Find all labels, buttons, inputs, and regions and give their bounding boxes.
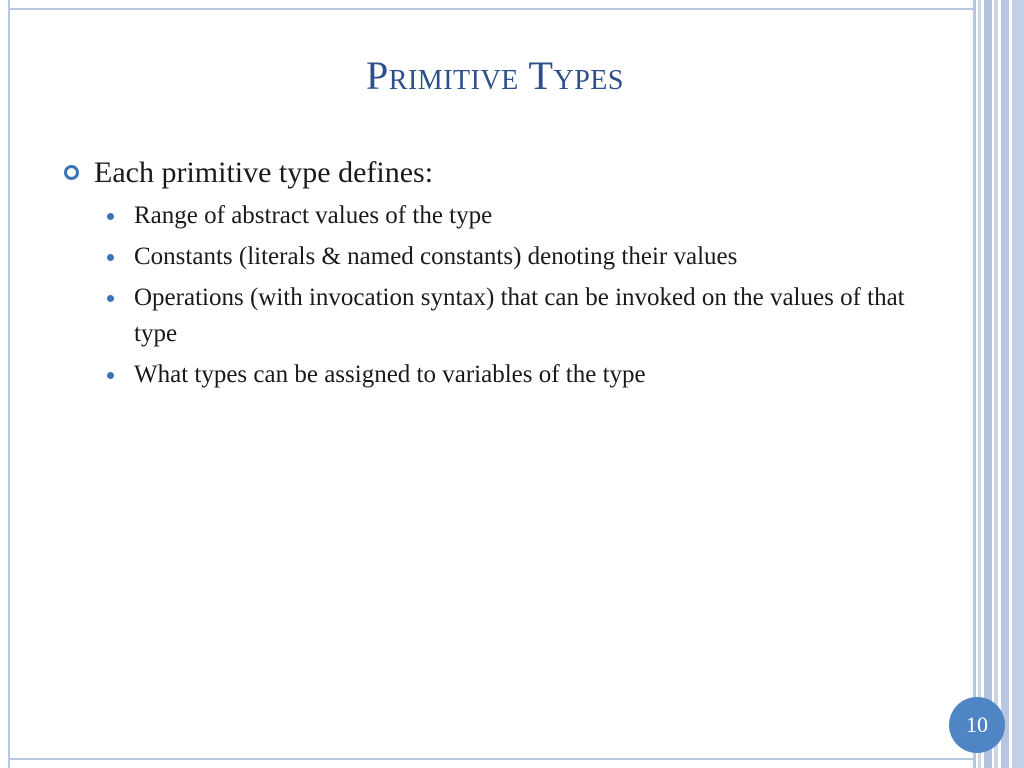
slide-title: Primitive Types — [366, 53, 624, 98]
sub-bullet — [102, 280, 942, 352]
sub-bullet-text: Operations (with invocation syntax) that can be invoked on the values of that type — [134, 284, 905, 347]
dot-bullet-icon — [107, 372, 114, 379]
decor-stripe — [973, 0, 976, 768]
sub-bullet — [102, 357, 942, 393]
sub-bullet-list — [62, 198, 942, 393]
frame-border-bottom — [8, 758, 973, 760]
bullet-text: Each primitive type defines: — [94, 156, 434, 189]
sub-bullet — [102, 198, 942, 234]
dot-bullet-icon — [107, 254, 114, 261]
slide-content — [62, 150, 942, 398]
ring-bullet-icon — [64, 165, 79, 180]
sub-bullet — [102, 239, 942, 275]
sub-bullet-text: Constants (literals & named constants) denoting their values — [134, 243, 738, 270]
frame-border-left — [8, 0, 10, 768]
sub-bullet-text: What types can be assigned to variables of the type — [134, 361, 646, 388]
dot-bullet-icon — [107, 213, 114, 220]
bullet-level1 — [62, 150, 942, 196]
decor-stripe — [984, 0, 992, 768]
page-number-badge: 10 — [949, 697, 1005, 753]
dot-bullet-icon — [107, 295, 114, 302]
decor-stripe — [994, 0, 998, 768]
decor-stripe — [1012, 0, 1024, 768]
sub-bullet-text: Range of abstract values of the type — [134, 202, 493, 229]
decor-stripe — [1001, 0, 1009, 768]
frame-border-top — [8, 8, 973, 10]
decor-stripe — [978, 0, 981, 768]
